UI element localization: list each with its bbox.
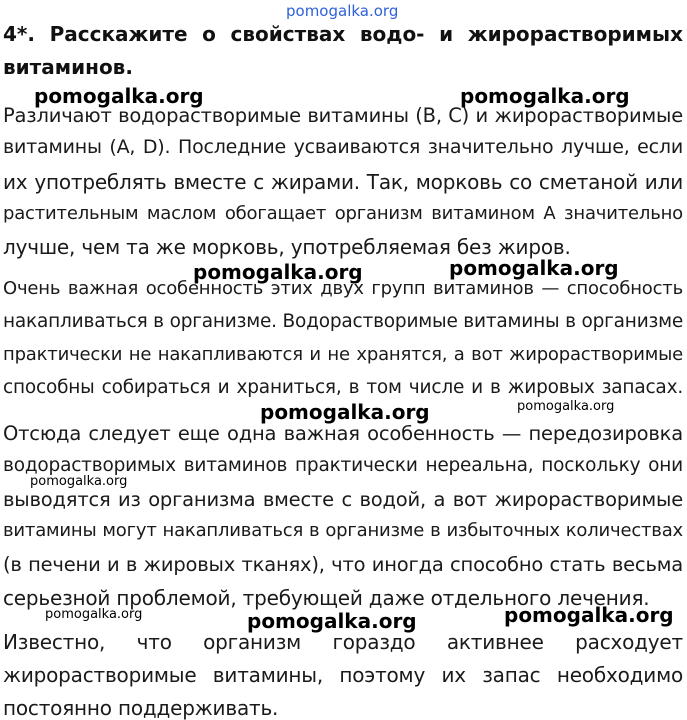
paragraph-1-line-3: их употреблять вместе с жирами. Так, морковь со сметаной или [3,170,683,194]
paragraph-3-line-5: (в печени и в жировых тканях), что иногда способно стать весьма [3,553,683,576]
paragraph-1-line-1: Различают водорастворимые витамины (В, С) и жирорастворимые [3,104,683,127]
paragraph-3-line-2: водорастворимых витаминов практически нереальна, поскольку они [3,455,683,476]
paragraph-3-line-1: Отсюда следует еще одна важная особенность — передозировка [3,422,683,445]
paragraph-4-line-3: постоянно поддерживать. [3,696,279,720]
paragraph-2-line-1: Очень важная особенность этих двух групп витаминов — способность [3,278,683,299]
paragraph-1-line-4: растительным маслом обогащает организм витамином А значительно [3,203,683,224]
question-heading-line-1: 4*. Расскажите о свойствах водо- и жирорастворимых [3,22,683,46]
watermark: pomogalka.org [247,609,417,633]
watermark: pomogalka.org [45,607,143,622]
paragraph-3-line-4: витамины могут накапливаться в организме в избыточных количествах [3,520,683,541]
watermark-top: pomogalka.org [286,2,399,20]
paragraph-4-line-2: жирорастворимые витамины, поэтому их запас необходимо [3,663,683,687]
paragraph-3-line-6: серьезной проблемой, требующей даже отдельного лечения. [3,586,650,610]
watermark: pomogalka.org [504,603,674,627]
watermark: pomogalka.org [449,256,619,280]
watermark: pomogalka.org [30,474,128,489]
paragraph-2-line-2: накапливаться в организме. Водорастворимые витамины в организме [3,311,684,332]
paragraph-2-line-3: практически не накапливаются и не хранятся, а вот жирорастворимые [3,344,683,365]
question-heading-line-2: витаминов. [3,55,133,79]
paragraph-3-line-3: выводятся из организма вместе с водой, а вот жирорастворимые [3,488,683,511]
paragraph-1-line-5: лучше, чем та же морковь, употребляемая без жиров. [3,235,571,259]
watermark: pomogalka.org [260,400,430,424]
watermark: pomogalka.org [460,84,630,108]
watermark: pomogalka.org [34,84,204,108]
paragraph-1-line-2: витамины (А, D). Последние усваиваются значительно лучше, если [3,136,683,158]
paragraph-2-line-4: способны собираться и храниться, в том числе и в жировых запасах. [3,377,683,398]
watermark: pomogalka.org [193,260,363,284]
paragraph-4-line-1: Известно, что организм гораздо активнее расходует [3,630,683,654]
watermark: pomogalka.org [517,399,615,414]
